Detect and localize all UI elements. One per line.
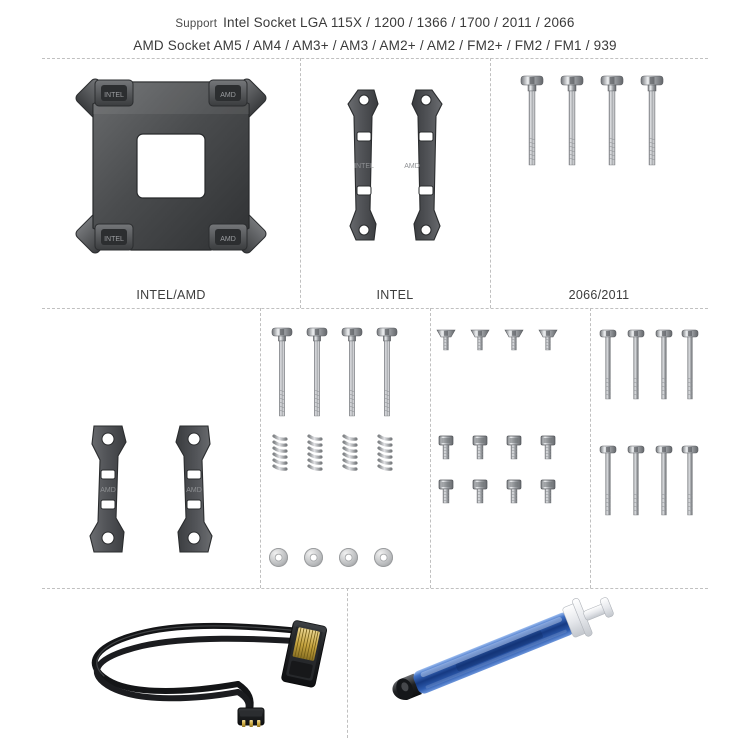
svg-text:INTEL: INTEL xyxy=(104,236,124,243)
amd-brackets-svg xyxy=(42,308,260,588)
cell-intel-brackets xyxy=(300,58,490,308)
standoffs-2066-art xyxy=(490,58,708,308)
svg-text:AMD: AMD xyxy=(220,92,236,99)
svg-text:AMD: AMD xyxy=(220,236,236,243)
support-header xyxy=(0,0,750,63)
thermal-paste-art xyxy=(347,588,708,738)
intel-brackets-art xyxy=(300,58,490,308)
svg-text:AMD: AMD xyxy=(186,487,202,494)
intel-brackets-svg xyxy=(300,58,490,283)
cell-thermal-paste xyxy=(347,588,708,738)
cell-amd-brackets xyxy=(42,308,260,588)
support-label: Support xyxy=(175,18,218,30)
cell-spring-screws xyxy=(260,308,430,588)
cell-backplate xyxy=(42,58,300,308)
backplate-svg xyxy=(42,58,300,283)
thermal-paste-svg xyxy=(347,588,708,738)
short-screws-art xyxy=(430,308,590,588)
long-screws-svg xyxy=(590,308,708,588)
parts-sheet xyxy=(42,58,708,738)
standoffs-svg xyxy=(490,58,708,283)
long-screws-art xyxy=(590,308,708,588)
support-line-intel xyxy=(0,12,750,35)
svg-text:AMD: AMD xyxy=(404,163,420,170)
cell-short-screws xyxy=(430,308,590,588)
washer xyxy=(304,548,323,567)
svg-text:INTEL: INTEL xyxy=(104,92,124,99)
spring-screws-svg xyxy=(260,308,430,588)
support-line-amd xyxy=(0,35,750,57)
cell-long-screws xyxy=(590,308,708,588)
washer xyxy=(374,548,393,567)
short-screws-svg xyxy=(430,308,590,588)
support-intel-text: Intel Socket LGA 115X / 1200 / 1366 / 1700 / 2011 / 2066 xyxy=(223,15,575,30)
spring-screws-art xyxy=(260,308,430,588)
svg-text:AMD: AMD xyxy=(100,487,116,494)
cell-standoffs-2066 xyxy=(490,58,708,308)
cell-cable xyxy=(42,588,347,738)
caption-backplate: INTEL/AMD xyxy=(136,288,206,302)
amd-brackets-art xyxy=(42,308,260,588)
universal-backplate-art xyxy=(42,58,300,308)
support-amd-text: AMD Socket AM5 / AM4 / AM3+ / AM3 / AM2+ / AM2 / FM2+ / FM2 / FM1 / 939 xyxy=(133,38,617,53)
svg-text:INTEL: INTEL xyxy=(354,163,374,170)
argb-cable-art xyxy=(42,588,347,738)
caption-intel-brackets: INTEL xyxy=(376,288,414,302)
caption-standoffs-2066: 2066/2011 xyxy=(568,288,630,302)
cable-svg xyxy=(42,588,347,738)
washer xyxy=(269,548,288,567)
washer xyxy=(339,548,358,567)
